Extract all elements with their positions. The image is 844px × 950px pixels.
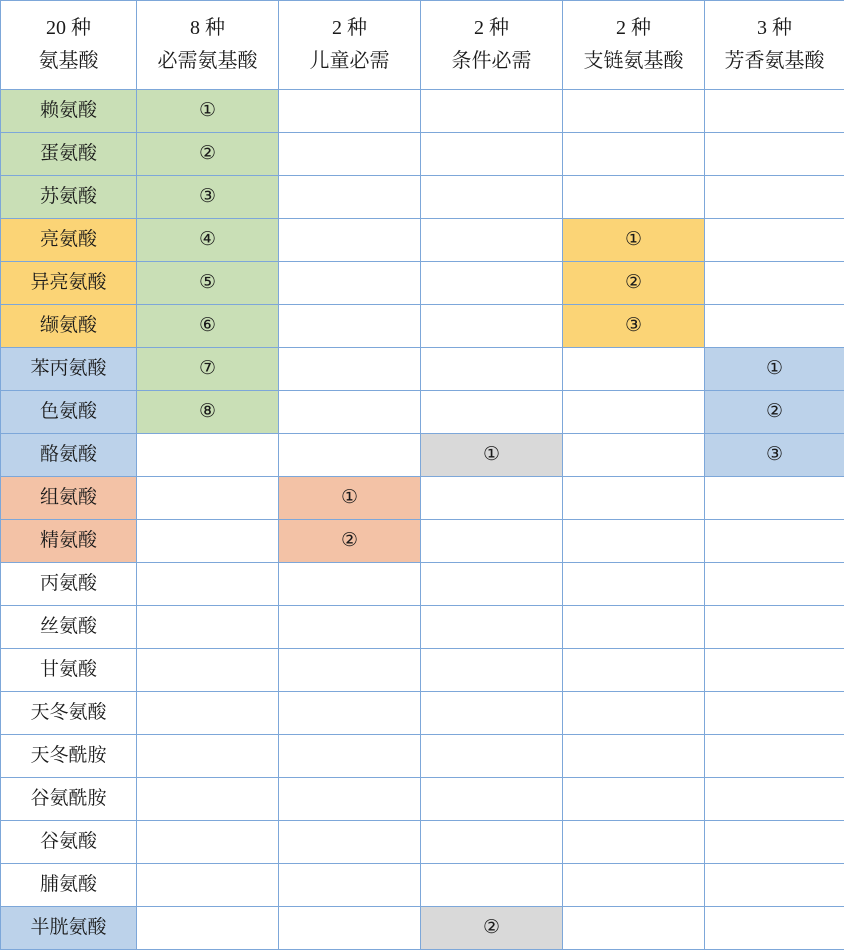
table-row <box>1 649 844 692</box>
category-cell <box>421 778 563 821</box>
category-cell <box>421 133 563 176</box>
cell-marker: ① <box>625 227 642 253</box>
table-row <box>1 821 844 864</box>
table-row <box>1 391 844 434</box>
table-row <box>1 90 844 133</box>
category-cell <box>421 563 563 606</box>
category-cell <box>137 735 279 778</box>
amino-acid-name-cell: 精氨酸 <box>1 520 137 563</box>
category-cell <box>705 262 844 305</box>
category-cell <box>705 864 844 907</box>
amino-acid-name-cell: 甘氨酸 <box>1 649 137 692</box>
cell-marker: ① <box>341 485 358 511</box>
category-cell <box>279 563 421 606</box>
category-cell <box>279 692 421 735</box>
category-cell <box>705 305 844 348</box>
category-cell <box>563 778 705 821</box>
category-cell <box>279 864 421 907</box>
column-header-line2: 支链氨基酸 <box>563 48 704 75</box>
category-cell <box>705 606 844 649</box>
category-cell <box>137 348 279 391</box>
category-cell <box>421 391 563 434</box>
cell-marker: ① <box>766 356 783 382</box>
category-cell <box>279 606 421 649</box>
amino-acid-name-cell: 天冬酰胺 <box>1 735 137 778</box>
amino-acid-name-cell: 酪氨酸 <box>1 434 137 477</box>
amino-acid-name-cell: 组氨酸 <box>1 477 137 520</box>
table-row <box>1 133 844 176</box>
category-cell <box>705 391 844 434</box>
category-cell <box>279 133 421 176</box>
category-cell <box>279 391 421 434</box>
category-cell <box>563 735 705 778</box>
table-row <box>1 305 844 348</box>
category-cell <box>563 391 705 434</box>
column-header-line2: 儿童必需 <box>279 48 420 75</box>
category-cell <box>421 692 563 735</box>
table-body <box>1 90 844 950</box>
table-row <box>1 907 844 950</box>
cell-marker: ② <box>625 270 642 296</box>
category-cell <box>421 477 563 520</box>
cell-marker: ③ <box>625 313 642 339</box>
category-cell <box>705 907 844 950</box>
column-header-line1: 2 种 <box>563 15 704 42</box>
table-row <box>1 434 844 477</box>
cell-marker: ② <box>341 528 358 554</box>
category-cell <box>563 176 705 219</box>
table-row <box>1 606 844 649</box>
amino-acid-name-cell: 异亮氨酸 <box>1 262 137 305</box>
table-row <box>1 692 844 735</box>
amino-acid-name-cell: 苏氨酸 <box>1 176 137 219</box>
category-cell <box>705 90 844 133</box>
cell-marker: ① <box>199 98 216 124</box>
amino-acid-name-cell: 苯丙氨酸 <box>1 348 137 391</box>
category-cell <box>137 90 279 133</box>
category-cell <box>137 649 279 692</box>
cell-marker: ② <box>199 141 216 167</box>
category-cell <box>421 864 563 907</box>
cell-marker: ⑤ <box>199 270 216 296</box>
cell-marker: ⑦ <box>199 356 216 382</box>
category-cell <box>279 477 421 520</box>
category-cell <box>563 262 705 305</box>
category-cell <box>563 133 705 176</box>
category-cell <box>279 262 421 305</box>
column-header-aromatic <box>705 1 844 90</box>
table-row <box>1 477 844 520</box>
column-header-line1: 2 种 <box>279 15 420 42</box>
category-cell <box>137 606 279 649</box>
column-header-conditional <box>421 1 563 90</box>
amino-acid-name-cell: 半胱氨酸 <box>1 907 137 950</box>
category-cell <box>705 735 844 778</box>
amino-acid-name-cell: 缬氨酸 <box>1 305 137 348</box>
category-cell <box>137 176 279 219</box>
category-cell <box>279 907 421 950</box>
category-cell <box>705 434 844 477</box>
category-cell <box>563 649 705 692</box>
category-cell <box>705 348 844 391</box>
category-cell <box>137 520 279 563</box>
category-cell <box>421 176 563 219</box>
category-cell <box>279 778 421 821</box>
cell-marker: ③ <box>199 184 216 210</box>
cell-marker: ④ <box>199 227 216 253</box>
category-cell <box>279 735 421 778</box>
amino-acid-name-cell: 亮氨酸 <box>1 219 137 262</box>
category-cell <box>279 219 421 262</box>
amino-acid-name-cell: 谷氨酰胺 <box>1 778 137 821</box>
category-cell <box>705 778 844 821</box>
category-cell <box>421 434 563 477</box>
column-header-branched-chain <box>563 1 705 90</box>
category-cell <box>421 90 563 133</box>
table-row <box>1 219 844 262</box>
category-cell <box>421 262 563 305</box>
category-cell <box>563 907 705 950</box>
table-row <box>1 864 844 907</box>
category-cell <box>137 692 279 735</box>
category-cell <box>705 219 844 262</box>
amino-acid-name-cell: 丙氨酸 <box>1 563 137 606</box>
table-row <box>1 735 844 778</box>
category-cell <box>279 176 421 219</box>
table-row <box>1 520 844 563</box>
category-cell <box>137 821 279 864</box>
category-cell <box>705 563 844 606</box>
category-cell <box>563 219 705 262</box>
cell-marker: ① <box>483 442 500 468</box>
category-cell <box>563 520 705 563</box>
category-cell <box>279 90 421 133</box>
column-header-line1: 8 种 <box>137 15 278 42</box>
column-header-essential <box>137 1 279 90</box>
category-cell <box>563 348 705 391</box>
cell-marker: ⑧ <box>199 399 216 425</box>
category-cell <box>563 90 705 133</box>
amino-acid-name-cell: 谷氨酸 <box>1 821 137 864</box>
category-cell <box>137 563 279 606</box>
category-cell <box>563 434 705 477</box>
table-row <box>1 348 844 391</box>
category-cell <box>279 520 421 563</box>
category-cell <box>137 219 279 262</box>
category-cell <box>279 434 421 477</box>
column-header-line1: 20 种 <box>1 15 136 42</box>
column-header-line1: 2 种 <box>421 15 562 42</box>
amino-acid-name-cell: 赖氨酸 <box>1 90 137 133</box>
column-header-line1: 3 种 <box>705 15 844 42</box>
category-cell <box>705 520 844 563</box>
category-cell <box>421 907 563 950</box>
cell-marker: ② <box>766 399 783 425</box>
cell-marker: ③ <box>766 442 783 468</box>
category-cell <box>137 477 279 520</box>
amino-acid-name-cell: 色氨酸 <box>1 391 137 434</box>
table-header-row <box>1 1 844 90</box>
category-cell <box>705 821 844 864</box>
amino-acid-name-cell: 丝氨酸 <box>1 606 137 649</box>
table-row <box>1 262 844 305</box>
column-header-line2: 必需氨基酸 <box>137 48 278 75</box>
category-cell <box>137 391 279 434</box>
category-cell <box>421 520 563 563</box>
category-cell <box>563 477 705 520</box>
category-cell <box>705 133 844 176</box>
category-cell <box>279 348 421 391</box>
category-cell <box>705 477 844 520</box>
category-cell <box>137 305 279 348</box>
category-cell <box>705 649 844 692</box>
category-cell <box>421 606 563 649</box>
category-cell <box>563 305 705 348</box>
table-row <box>1 563 844 606</box>
category-cell <box>421 649 563 692</box>
category-cell <box>279 821 421 864</box>
category-cell <box>563 692 705 735</box>
category-cell <box>137 778 279 821</box>
category-cell <box>705 176 844 219</box>
category-cell <box>421 219 563 262</box>
column-header-child-essential <box>279 1 421 90</box>
category-cell <box>137 434 279 477</box>
category-cell <box>563 606 705 649</box>
column-header-line2: 条件必需 <box>421 48 562 75</box>
cell-marker: ⑥ <box>199 313 216 339</box>
amino-acid-name-cell: 脯氨酸 <box>1 864 137 907</box>
category-cell <box>421 735 563 778</box>
category-cell <box>137 907 279 950</box>
category-cell <box>137 262 279 305</box>
column-header-total <box>1 1 137 90</box>
cell-marker: ② <box>483 915 500 941</box>
column-header-line2: 芳香氨基酸 <box>705 48 844 75</box>
category-cell <box>563 563 705 606</box>
category-cell <box>563 864 705 907</box>
column-header-line2: 氨基酸 <box>1 48 136 75</box>
category-cell <box>279 305 421 348</box>
category-cell <box>421 348 563 391</box>
category-cell <box>705 692 844 735</box>
category-cell <box>421 305 563 348</box>
category-cell <box>421 821 563 864</box>
category-cell <box>563 821 705 864</box>
category-cell <box>279 649 421 692</box>
table-row <box>1 176 844 219</box>
amino-acid-name-cell: 天冬氨酸 <box>1 692 137 735</box>
amino-acid-name-cell: 蛋氨酸 <box>1 133 137 176</box>
category-cell <box>137 864 279 907</box>
table-row <box>1 778 844 821</box>
category-cell <box>137 133 279 176</box>
